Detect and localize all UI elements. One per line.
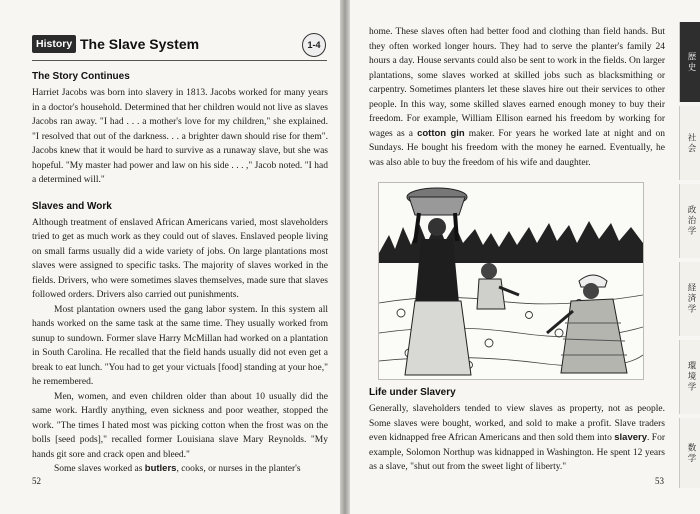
side-tab-politics[interactable]: 政治学 xyxy=(679,184,700,258)
subject-tag: History xyxy=(32,35,76,53)
right-column xyxy=(369,25,665,170)
work-paragraph-1: Although treatment of enslaved African Americans varied, most slaveholders tried to get as much work as they could out of slaves. Enslaved people living on small farms usually did a wide variety of jobs. On large plantations most slaves were assigned to specific tasks. The majority of slaves worked in the fields. Drivers, who were sometimes slaves themselves, made sure that slaves followed orders. Drivers also carried out punishments. xyxy=(32,217,328,300)
work-paragraph-2: Most plantation owners used the gang labor system. In this system all hands worked on the same task at the same time. They usually worked from sunup to sundown. Former slave Harry McMillan had worked on a plantation in South Carolina. He recalled that the field hands usually did not even get a break to eat lunch. "You had to get your victuals [food] standing at your hoe," he remembered. xyxy=(32,304,328,387)
life-paragraph: Generally, slaveholders tended to view slaves as property, not as people. Some slaves were bought, worked, and sold to make a profit. Slave traders even kidnapped free African Americans and then sold them into slavery. For example, Solomon Northup was kidnapped in Washington. He spent 12 years as a slave, "shut out from the sweet light of liberty." xyxy=(369,404,666,472)
left-column xyxy=(32,70,328,477)
book-gutter xyxy=(340,0,350,514)
section-heading-life: Life under Slavery xyxy=(369,387,456,398)
field-workers-illustration xyxy=(378,182,644,380)
section-heading-work: Slaves and Work xyxy=(32,200,112,212)
keyword-butlers: butlers xyxy=(144,463,177,474)
page-title: The Slave System xyxy=(80,36,200,52)
keyword-slavery: slavery xyxy=(614,432,648,443)
story-paragraph: Harriet Jacobs was born into slavery in 1813. Jacobs worked for many years in a doctor's household. Determined that her children would not live as slaves Jacobs ran away. "I had . . . a mother's love for my children," she explained. "I resolved that out of the darkness. . . a brighter dawn should rise for them". Jacobs knew that it would be hard to survive as a runaway slave, but she was hopeful. "My master had power and law on his side . . . ," Jacob noted. "I had a determined will." xyxy=(32,88,328,185)
section-heading-story: The Story Continues xyxy=(32,71,130,82)
life-under-slavery-section xyxy=(369,386,665,475)
side-tab-environment[interactable]: 環境学 xyxy=(679,340,700,414)
continued-paragraph: home. These slaves often had better food and clothing than field hands. But they often worked longer hours. They had to serve the planter's family 24 hours a day. House servants could also be sent to work in the fields. On larger plantations, some slaves worked at skilled jobs such as blacksmithing or carpentry. Sometimes planters let these slaves hire out their services to other people. In this way, some skilled slaves earned enough money to buy their freedom. For example, William Ellison earned his freedom by working for wages as a cotton gin maker. For years he worked late at night and on Sundays. He bought his freedom with the money he earned. Eventually, he was also able to buy the freedom of his wife and daughter. xyxy=(369,27,666,168)
section-badge: 1-4 xyxy=(302,33,326,57)
page-number-right: 53 xyxy=(655,476,664,486)
header-rule xyxy=(32,60,327,61)
side-tab-society[interactable]: 社会 xyxy=(679,106,700,180)
page-number-left: 52 xyxy=(32,476,41,486)
side-tabs xyxy=(679,22,700,492)
side-tab-math[interactable]: 数学 xyxy=(679,418,700,488)
chapter-header xyxy=(32,33,327,57)
work-paragraph-4: Some slaves worked as butlers, cooks, or nurses in the planter's xyxy=(54,463,301,474)
keyword-cotton-gin: cotton gin xyxy=(417,127,465,139)
side-tab-history[interactable]: 歴史 xyxy=(679,22,700,102)
left-page xyxy=(0,0,340,514)
side-tab-economics[interactable]: 経済学 xyxy=(679,262,700,336)
work-paragraph-3: Men, women, and even children older than about 10 usually did the same work. Hardly anything, even sickness and poor weather, stopped the work. "The times I hated most was picking cotton when the frost was on the bolls [seed pods]," recalled former Louisiana slave Mary Reynolds. "My hands git sore and crack open and bleed." xyxy=(32,391,328,460)
